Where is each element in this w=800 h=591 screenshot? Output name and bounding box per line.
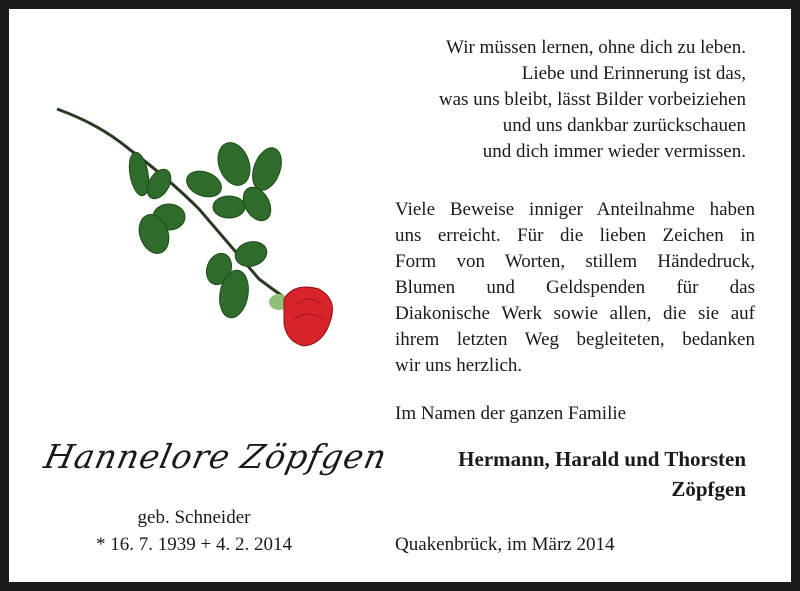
- obituary-card: [9, 9, 791, 582]
- life-dates: * 16. 7. 1939 + 4. 2. 2014: [96, 534, 292, 555]
- paragraph-line: wir uns herzlich.: [395, 355, 523, 376]
- paragraph-line: Diakonische Werk sowie allen, die sie auf: [395, 303, 755, 324]
- rose-illustration: [39, 94, 359, 364]
- paragraph-line: Form von Worten, stillem Händedruck,: [395, 251, 755, 272]
- poem-line: Wir müssen lernen, ohne dich zu leben.: [446, 37, 746, 58]
- paragraph-line: Blumen und Geldspenden für das: [395, 277, 755, 298]
- poem-line: und dich immer wieder vermissen.: [482, 141, 746, 162]
- place-date: Quakenbrück, im März 2014: [395, 534, 615, 555]
- paragraph-line: ihrem letzten Weg begleiteten, bedanken: [395, 329, 755, 350]
- poem-line: und uns dankbar zurückschauen: [502, 115, 746, 136]
- paragraph-line: Viele Beweise inniger Anteilnahme haben: [395, 199, 755, 220]
- deceased-name: Hannelore Zöpfgen: [40, 437, 391, 476]
- paragraph-line: uns erreicht. Für die lieben Zeichen in: [395, 225, 755, 246]
- maiden-name: geb. Schneider: [137, 507, 251, 528]
- poem-line: was uns bleibt, lässt Bilder vorbeiziehen: [438, 89, 746, 110]
- family-intro: Im Namen der ganzen Familie: [395, 403, 627, 424]
- family-names: Hermann, Harald und Thorsten: [458, 447, 746, 471]
- poem-line: Liebe und Erinnerung ist das,: [521, 63, 746, 84]
- family-surname: Zöpfgen: [671, 477, 746, 501]
